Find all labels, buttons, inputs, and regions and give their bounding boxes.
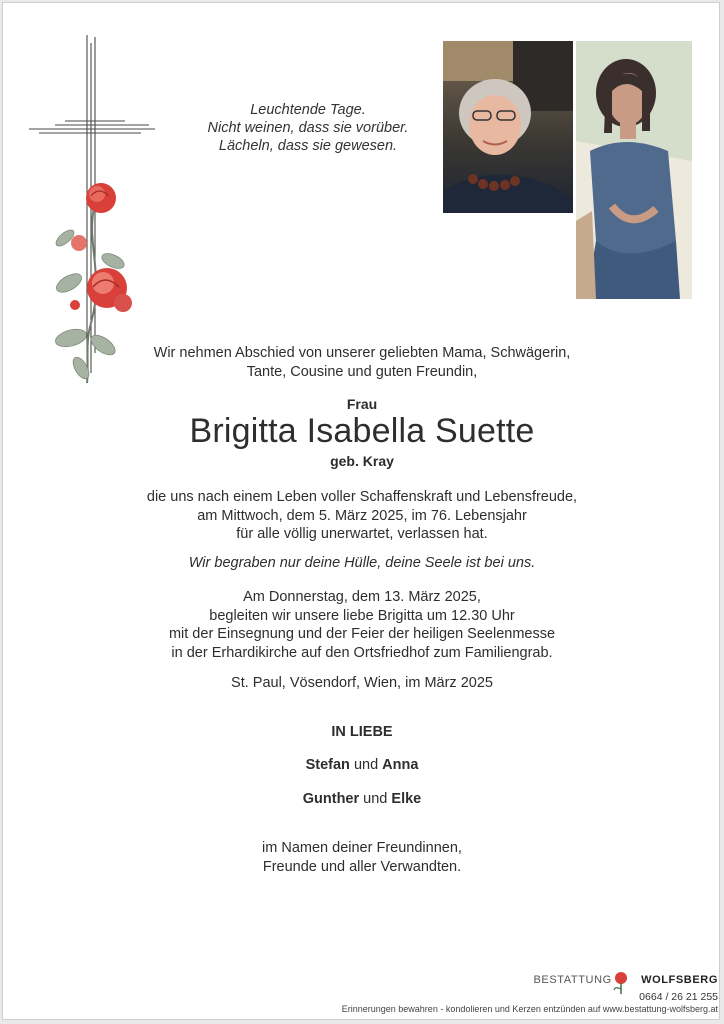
intro-line: Tante, Cousine und guten Freundin,: [246, 363, 478, 380]
funeral-details: [3, 588, 721, 662]
brand-name: WOLFSBERG: [641, 974, 718, 986]
mourner-line: [3, 790, 721, 809]
place-date: St. Paul, Vösendorf, Wien, im März 2025: [231, 675, 493, 691]
funeral-line: in der Erhardikirche auf den Ortsfriedhof zum Familiengrab.: [171, 644, 553, 661]
closing-line: Freunde und aller Verwandten.: [262, 858, 462, 875]
cross-with-roses-illustration: [25, 33, 165, 393]
intro-text: [3, 344, 721, 381]
intro-line: Wir nehmen Abschied von unserer geliebten Mama, Schwägerin,: [153, 345, 571, 361]
passing-line: die uns nach einem Leben voller Schaffenskraft und Lebensfreude,: [146, 489, 578, 505]
phone-number: 0664 / 26 21 255: [639, 991, 718, 1003]
mourner-joiner: und: [353, 757, 379, 773]
funeral-line: begleiten wir unsere liebe Brigitta um 12.30 Uhr: [209, 607, 515, 624]
quote-line: Nicht weinen, dass sie vorüber.: [207, 120, 409, 136]
mourner-name: Elke: [391, 791, 422, 807]
mourner-name: Anna: [382, 757, 419, 773]
painted-portrait: [576, 41, 692, 299]
funeral-line: mit der Einsegnung und der Feier der heiligen Seelenmesse: [168, 626, 556, 642]
mourner-name: Gunther: [302, 791, 360, 807]
brand-prefix: BESTATTUNG: [533, 974, 612, 986]
rose-icon: [610, 970, 632, 996]
quote-line: Lächeln, dass sie gewesen.: [218, 138, 398, 154]
mourner-joiner: und: [363, 791, 388, 807]
in-love-heading: IN LIEBE: [331, 724, 393, 740]
mourner-name: Stefan: [305, 757, 350, 773]
closing-text: [3, 839, 721, 876]
passing-text: [3, 488, 721, 544]
birth-name: geb. Kray: [330, 453, 394, 469]
passing-line: für alle völlig unerwartet, verlassen hat.: [236, 526, 488, 542]
passing-line: am Mittwoch, dem 5. März 2025, im 76. Lebensjahr: [197, 507, 527, 524]
mourner-line: [3, 756, 721, 775]
funeral-line: Am Donnerstag, dem 13. März 2025,: [243, 589, 481, 605]
memorial-saying: Wir begraben nur deine Hülle, deine Seele ist bei uns.: [188, 555, 536, 571]
memorial-quote: [188, 101, 428, 155]
portrait-photo: [443, 41, 573, 213]
salutation: Frau: [346, 396, 378, 412]
deceased-name: Brigitta Isabella Suette: [189, 412, 535, 450]
closing-line: im Namen deiner Freundinnen,: [262, 840, 462, 856]
quote-line: Leuchtende Tage.: [250, 102, 366, 118]
death-notice: [2, 2, 720, 1020]
footer-tagline: Erinnerungen bewahren - kondolieren und Kerzen entzünden auf www.bestattung-wolfsberg.at: [341, 1004, 718, 1014]
